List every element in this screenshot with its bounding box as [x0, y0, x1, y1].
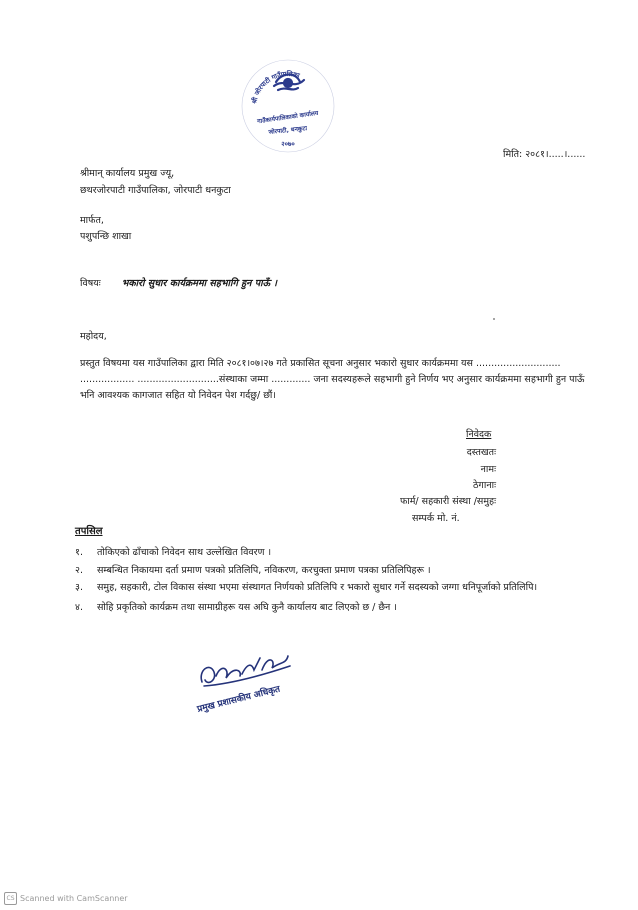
addressee-line-1: श्रीमान् कार्यालय प्रमुख ज्यू,	[80, 168, 175, 179]
scanner-watermark-label: Scanned with CamScanner	[20, 894, 128, 903]
address-field-label: ठेगानाः	[473, 480, 496, 491]
scanner-watermark	[4, 892, 128, 905]
list-item-number: २.	[75, 565, 83, 576]
list-item-text: सोहि प्रकृतिको कार्यक्रम तथा सामाग्रीहरू यस अघि कुनै कार्यालय बाट लिएको छ / छैन ।	[97, 602, 397, 613]
letter-body: प्रस्तुत विषयमा यस गाउँपालिका द्वारा मिति २०८१।०७।२७ गते प्रकासित सूचना अनुसार भकारो सुधार कार्यक्रममा यस ............................ .................. ...........................संस्थाका जम्मा ............. जना सदस्यहरूले सहभागी हुने निर्णय भए अनुसार कार्यक्रममा सहभागी हुन पाऊँ भनि आवश्यक कागजात सहित यो निवेदन पेश गर्दछु/ छौं।	[80, 358, 585, 401]
applicant-heading: निवेदक	[466, 429, 492, 440]
list-item	[75, 545, 271, 558]
signature-field-label: दस्तखतः	[466, 447, 496, 458]
list-item-number: ४.	[75, 602, 83, 613]
designation-stamp-text: प्रमुख प्रशासकीय अधिकृत	[196, 684, 282, 715]
annex-heading: तपसिल	[75, 526, 103, 537]
subject-line	[80, 276, 277, 289]
seal-text-location: जोरपाटी, धनकुटा	[268, 125, 308, 137]
list-item	[75, 600, 397, 613]
list-item	[75, 580, 537, 593]
list-item-text: समुह, सहकारी, टोल विकास संस्था भएमा संस्थागत निर्णयको प्रतिलिपि र भकारो सुधार गर्ने सदस्यको जग्गा धनिपूर्जाको प्रतिलिपि।	[97, 582, 538, 593]
list-item-text: तोकिएको ढाँचाको निवेदन साथ उल्लेखित विवरण ।	[97, 547, 272, 558]
list-item-text: सम्बन्धित निकायमा दर्ता प्रमाण पत्रको प्रतिलिपि, नविकरण, करचुक्ता प्रमाण पत्रका प्रतिलिपिहरू ।	[97, 565, 431, 576]
seal-text-office: गाउँकार्यपालिकाको कार्यालय	[256, 109, 319, 126]
office-seal	[238, 56, 338, 156]
contact-field-label: सम्पर्क मो. नं.	[412, 513, 460, 524]
list-item-number: ३.	[75, 582, 83, 593]
officer-signature	[190, 640, 310, 720]
seal-text-arc: श्री जोरपाटी गाउँपालिका	[250, 69, 301, 105]
organization-field-label: फार्म/ सहकारी संस्था /समुहः	[399, 496, 496, 507]
via-label: मार्फत,	[80, 215, 104, 226]
cs-icon: CS	[4, 892, 17, 905]
date-line: मिति: २०८१।.....।......	[503, 149, 586, 160]
svg-text:श्री जोरपाटी गाउँपालिका	[250, 70, 301, 106]
via-section: पशुपन्छि शाखा	[80, 231, 132, 242]
list-item-number: १.	[75, 547, 83, 558]
list-item	[75, 563, 431, 576]
addressee-line-2: छथरजोरपाटी गाउँपालिका, जोरपाटी धनकुटा	[80, 185, 231, 196]
subject-label: विषयः	[80, 278, 101, 289]
salutation: महोदय,	[80, 331, 107, 342]
name-field-label: नामः	[480, 464, 496, 475]
seal-text-year: २०७०	[281, 140, 295, 148]
scan-speck	[493, 318, 495, 320]
signature-scribble-icon	[201, 656, 290, 686]
subject-text: भकारो सुधार कार्यक्रममा सहभागि हुन पाऊँ ।	[121, 278, 277, 289]
